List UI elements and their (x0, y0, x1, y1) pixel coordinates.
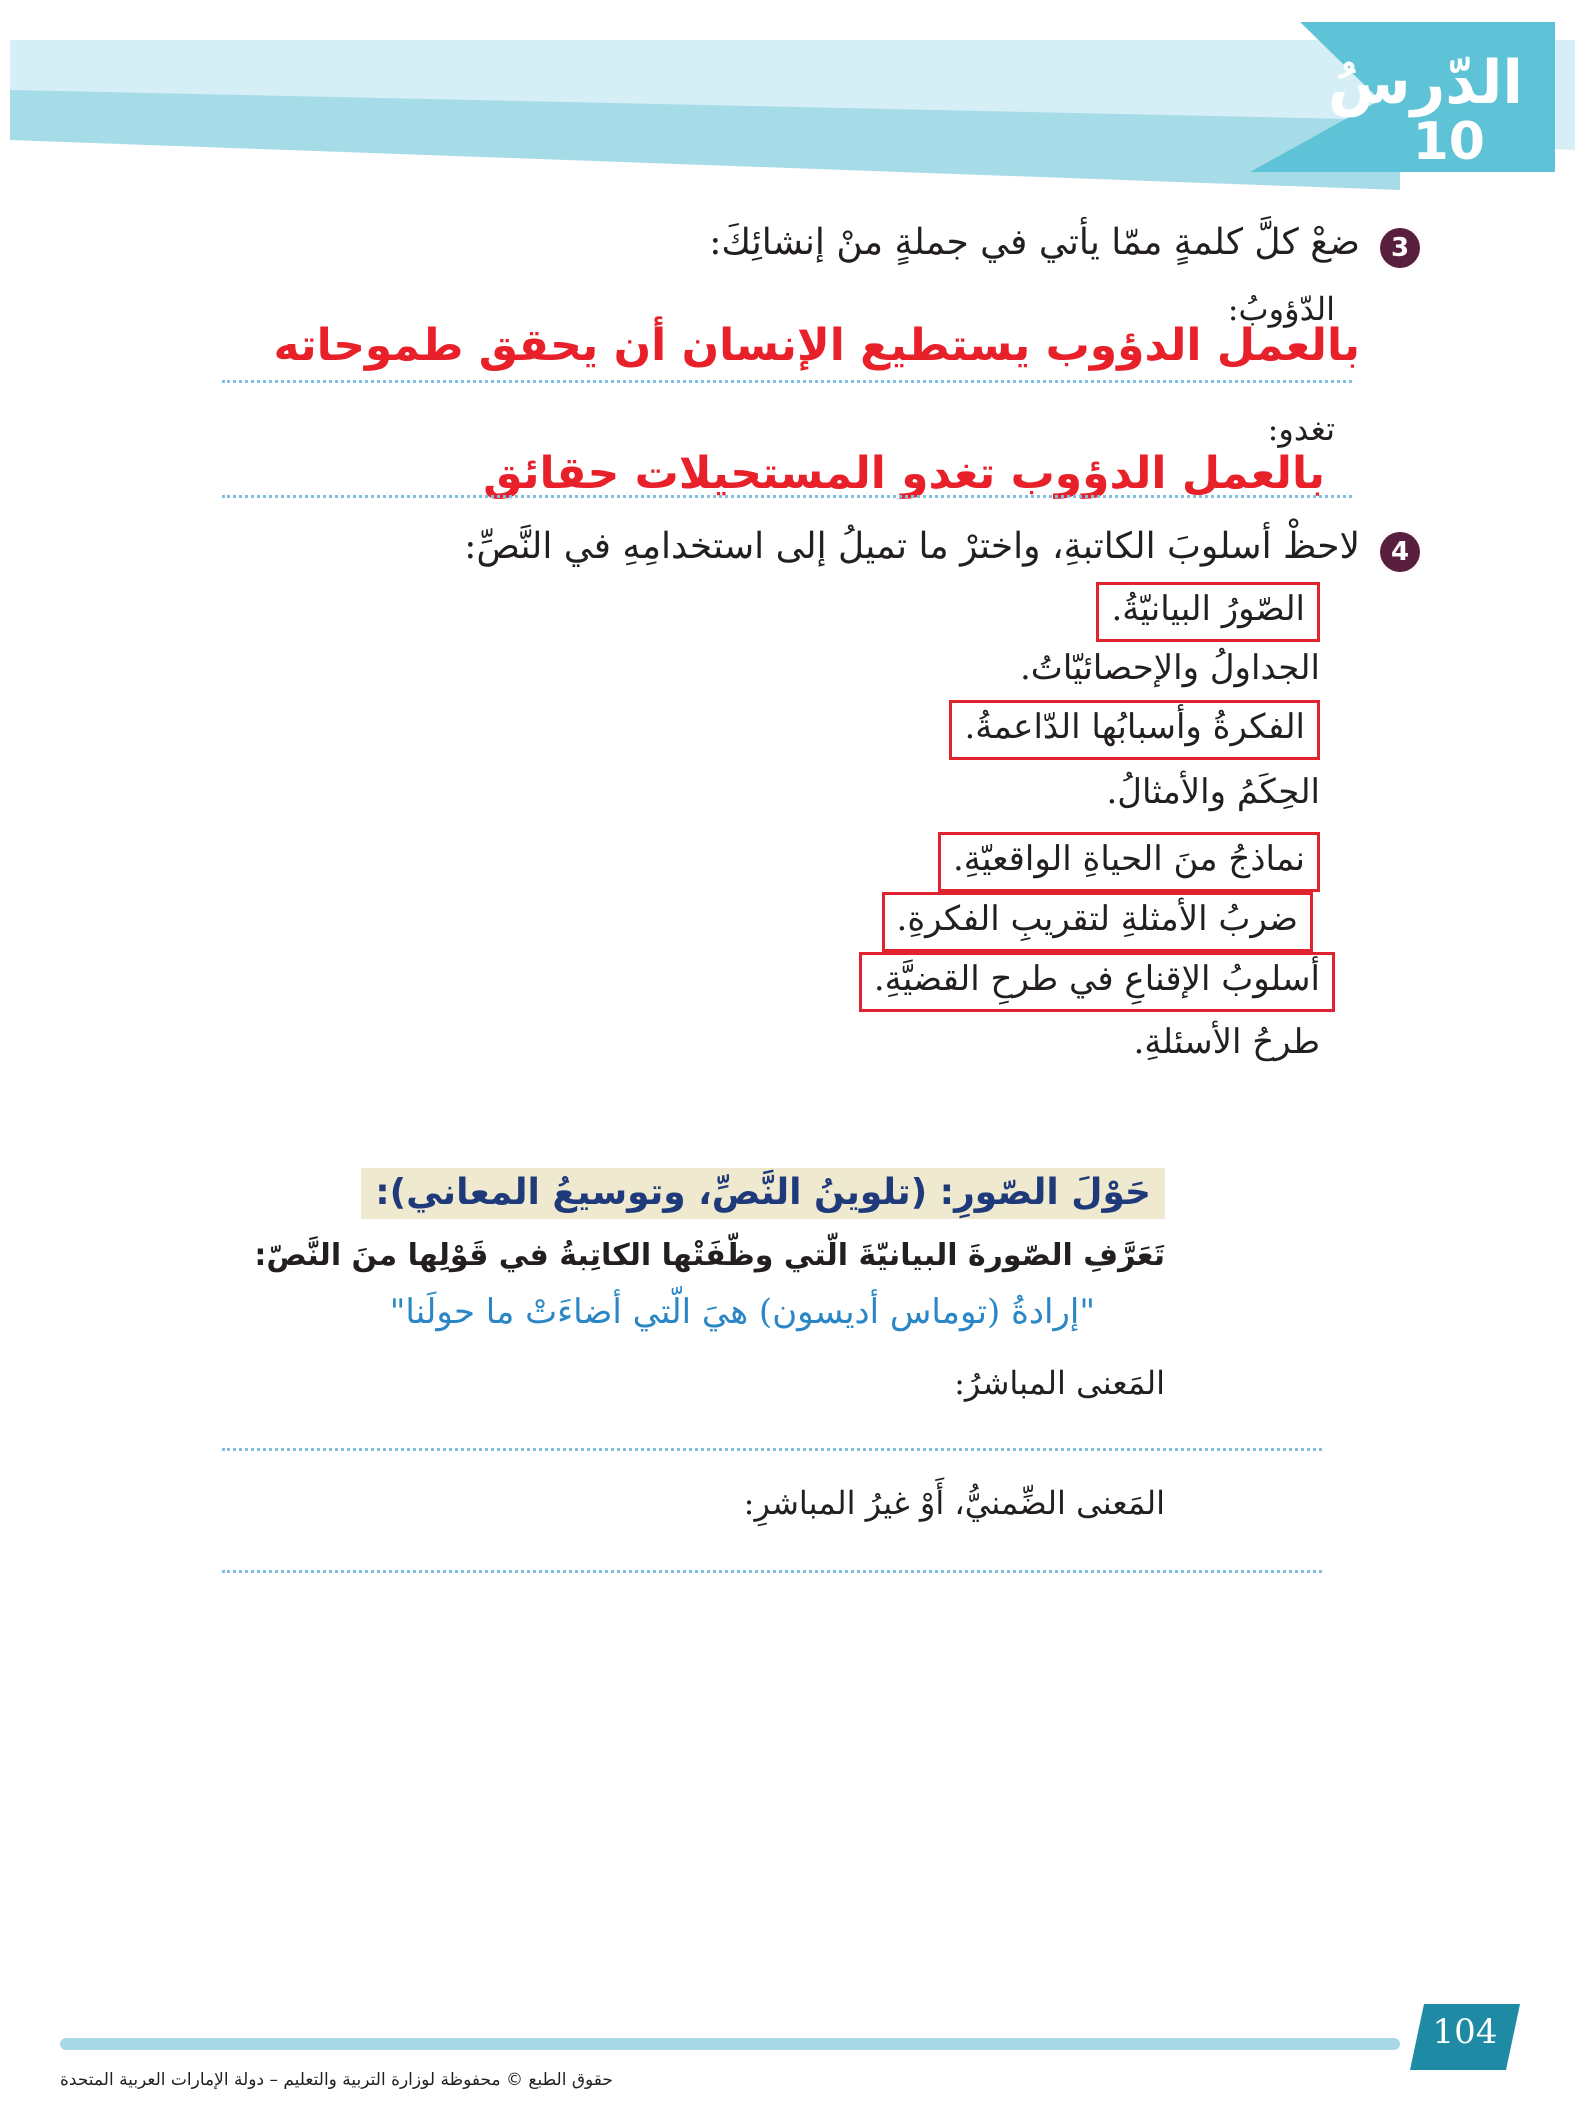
option-selected[interactable]: أسلوبُ الإقناعِ في طرحِ القضيَّةِ. (859, 952, 1335, 1012)
section-instruction: تَعَرَّفِ الصّورةَ البيانيّةَ الّتي وظّفَتْها الكاتِبةُ في قَوْلِها منَ النَّصّ: (254, 1238, 1165, 1273)
option-item[interactable]: طرحُ الأسئلةِ. (1133, 1022, 1320, 1062)
vocab-word: الدّؤوبُ: (1227, 290, 1335, 328)
option-selected[interactable]: ضربُ الأمثلةِ لتقريبِ الفكرةِ. (882, 892, 1313, 952)
copyright-text: حقوق الطبع © محفوظة لوزارة التربية والتعليم – دولة الإمارات العربية المتحدة (60, 2070, 613, 2090)
handwritten-answer[interactable]: بالعمل الدؤوب تغدو المستحيلات حقائق (483, 448, 1325, 499)
handwritten-answer[interactable]: بالعمل الدؤوب يستطيع الإنسان أن يحقق طموحاته (273, 320, 1360, 371)
implicit-meaning-label: المَعنى الضِّمنيُّ، أَوْ غيرُ المباشرِ: (743, 1484, 1165, 1522)
page-number: 104 (1432, 2012, 1498, 2052)
answer-line[interactable] (222, 1570, 1322, 1573)
lesson-title: الدّرسُ (1327, 48, 1523, 118)
option-selected[interactable]: نماذجُ منَ الحياةِ الواقعيّةِ. (938, 832, 1320, 892)
question-prompt: ضعْ كلَّ كلمةٍ ممّا يأتي في جملةٍ منْ إنشائِكَ: (709, 222, 1360, 263)
quote-text: "إرادةُ (توماس أديسون) هيَ الّتي أضاءَتْ ما حولَنا" (389, 1292, 1095, 1332)
vocab-word: تغدو: (1267, 410, 1335, 448)
footer-bar (60, 2038, 1400, 2050)
option-item[interactable]: الجداولُ والإحصائيّاتُ. (1020, 648, 1320, 688)
lesson-number: 10 (1412, 112, 1485, 172)
question-prompt: لاحظْ أسلوبَ الكاتبةِ، واخترْ ما تميلُ إلى استخدامِهِ في النَّصِّ: (464, 526, 1360, 567)
answer-line (222, 495, 1352, 498)
answer-line[interactable] (222, 1448, 1322, 1451)
direct-meaning-label: المَعنى المباشرُ: (954, 1364, 1165, 1402)
option-item[interactable]: الحِكَمُ والأمثالُ. (1106, 772, 1320, 812)
section-heading: حَوْلَ الصّورِ: (تلوينُ النَّصِّ، وتوسيعُ المعاني): (361, 1168, 1165, 1219)
answer-line (222, 380, 1352, 383)
question-number-badge: 4 (1380, 532, 1420, 572)
question-number-badge: 3 (1380, 228, 1420, 268)
option-selected[interactable]: الصّورُ البيانيّةُ. (1096, 582, 1320, 642)
option-selected[interactable]: الفكرةُ وأسبابُها الدّاعمةُ. (949, 700, 1320, 760)
